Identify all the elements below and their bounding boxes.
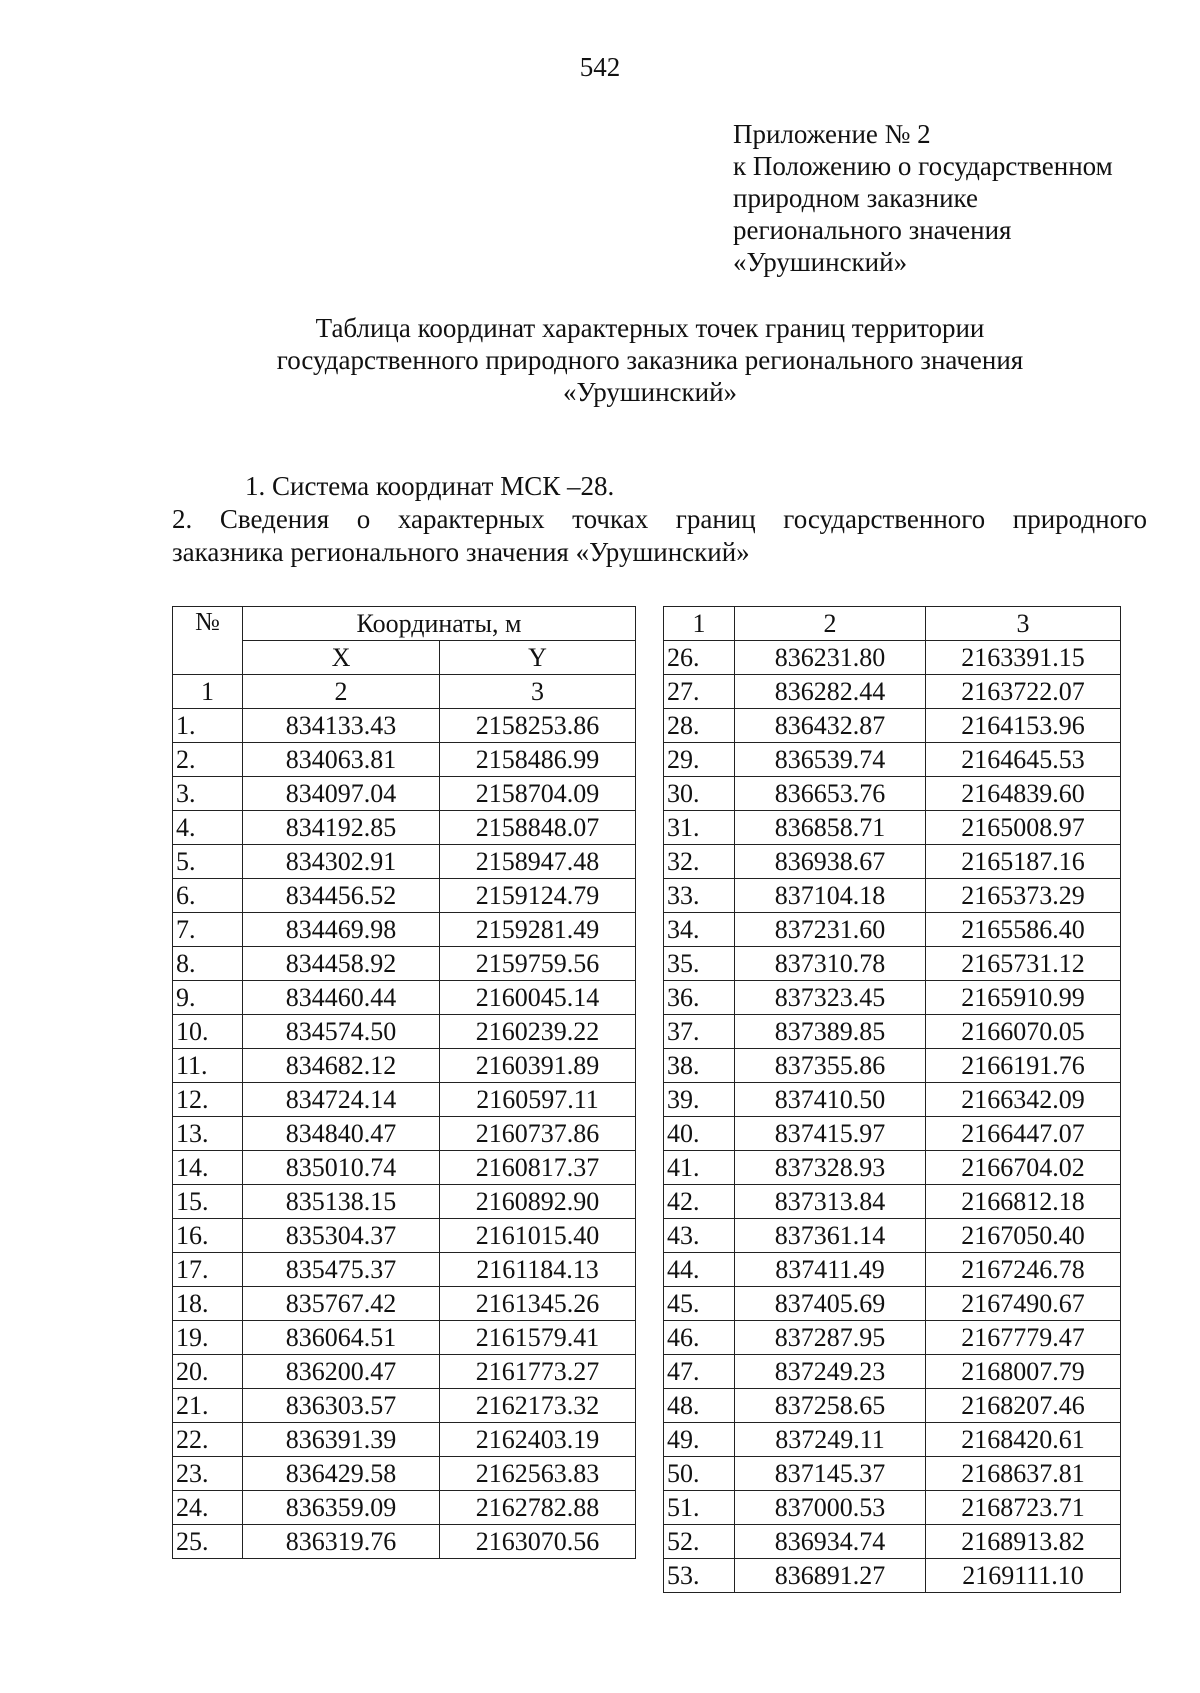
point-number-cell: 53.	[664, 1559, 735, 1593]
x-coordinate-cell: 834456.52	[243, 879, 440, 913]
paragraph-coordinate-system: 1. Система координат МСК –28.	[245, 471, 615, 501]
header-y: Y	[440, 641, 636, 675]
x-coordinate-cell: 836934.74	[735, 1525, 926, 1559]
x-coordinate-cell: 834574.50	[243, 1015, 440, 1049]
y-coordinate-cell: 2165373.29	[926, 879, 1121, 913]
y-coordinate-cell: 2160391.89	[440, 1049, 636, 1083]
x-coordinate-cell: 834682.12	[243, 1049, 440, 1083]
table-row	[173, 1015, 636, 1049]
x-coordinate-cell: 836391.39	[243, 1423, 440, 1457]
table-row	[664, 1015, 1121, 1049]
point-number-cell: 8.	[173, 947, 243, 981]
point-number-cell: 26.	[664, 641, 735, 675]
y-coordinate-cell: 2162563.83	[440, 1457, 636, 1491]
point-number-cell: 52.	[664, 1525, 735, 1559]
y-coordinate-cell: 2162173.32	[440, 1389, 636, 1423]
table-row	[664, 743, 1121, 777]
y-coordinate-cell: 2158253.86	[440, 709, 636, 743]
x-coordinate-cell: 837328.93	[735, 1151, 926, 1185]
table-row	[173, 709, 636, 743]
point-number-cell: 47.	[664, 1355, 735, 1389]
y-coordinate-cell: 2166191.76	[926, 1049, 1121, 1083]
paragraph-points-info-line1: 2. Сведения о характерных точках границ государственного природного	[172, 504, 1147, 534]
index-cell: 1	[173, 675, 243, 709]
x-coordinate-cell: 834460.44	[243, 981, 440, 1015]
y-coordinate-cell: 2164645.53	[926, 743, 1121, 777]
header-coordinates: Координаты, м	[243, 607, 636, 641]
y-coordinate-cell: 2161773.27	[440, 1355, 636, 1389]
paragraph-points-info-line2: заказника регионального значения «Урушинский»	[172, 537, 750, 567]
x-coordinate-cell: 835767.42	[243, 1287, 440, 1321]
point-number-cell: 10.	[173, 1015, 243, 1049]
table-row	[664, 1083, 1121, 1117]
index-cell: 3	[440, 675, 636, 709]
table-row	[173, 1321, 636, 1355]
point-number-cell: 31.	[664, 811, 735, 845]
y-coordinate-cell: 2166704.02	[926, 1151, 1121, 1185]
page-number: 542	[579, 52, 621, 82]
y-coordinate-cell: 2168637.81	[926, 1457, 1121, 1491]
y-coordinate-cell: 2167246.78	[926, 1253, 1121, 1287]
point-number-cell: 14.	[173, 1151, 243, 1185]
x-coordinate-cell: 837361.14	[735, 1219, 926, 1253]
y-coordinate-cell: 2160239.22	[440, 1015, 636, 1049]
table-row	[173, 1049, 636, 1083]
y-coordinate-cell: 2160597.11	[440, 1083, 636, 1117]
x-coordinate-cell: 834063.81	[243, 743, 440, 777]
y-coordinate-cell: 2161579.41	[440, 1321, 636, 1355]
x-coordinate-cell: 837231.60	[735, 913, 926, 947]
table-row	[664, 845, 1121, 879]
x-coordinate-cell: 836653.76	[735, 777, 926, 811]
table-row	[173, 1423, 636, 1457]
y-coordinate-cell: 2162782.88	[440, 1491, 636, 1525]
point-number-cell: 17.	[173, 1253, 243, 1287]
y-coordinate-cell: 2158947.48	[440, 845, 636, 879]
point-number-cell: 43.	[664, 1219, 735, 1253]
table-row	[664, 1049, 1121, 1083]
table-row	[173, 1219, 636, 1253]
table-row	[173, 1151, 636, 1185]
title-line: «Урушинский»	[562, 377, 738, 407]
x-coordinate-cell: 835010.74	[243, 1151, 440, 1185]
x-coordinate-cell: 834133.43	[243, 709, 440, 743]
coordinates-table-right	[663, 606, 1121, 1593]
table-row	[664, 1287, 1121, 1321]
point-number-cell: 9.	[173, 981, 243, 1015]
point-number-cell: 28.	[664, 709, 735, 743]
table-row	[664, 947, 1121, 981]
appendix-line: регионального значения	[733, 215, 1012, 245]
point-number-cell: 1.	[173, 709, 243, 743]
y-coordinate-cell: 2159759.56	[440, 947, 636, 981]
point-number-cell: 7.	[173, 913, 243, 947]
table-row	[664, 709, 1121, 743]
y-coordinate-cell: 2163070.56	[440, 1525, 636, 1559]
point-number-cell: 37.	[664, 1015, 735, 1049]
point-number-cell: 22.	[173, 1423, 243, 1457]
table-row	[173, 1355, 636, 1389]
appendix-line: Приложение № 2	[733, 119, 931, 149]
x-coordinate-cell: 836891.27	[735, 1559, 926, 1593]
x-coordinate-cell: 836359.09	[243, 1491, 440, 1525]
x-coordinate-cell: 836064.51	[243, 1321, 440, 1355]
y-coordinate-cell: 2166447.07	[926, 1117, 1121, 1151]
point-number-cell: 16.	[173, 1219, 243, 1253]
x-coordinate-cell: 834469.98	[243, 913, 440, 947]
point-number-cell: 38.	[664, 1049, 735, 1083]
table-row	[664, 879, 1121, 913]
table-row	[173, 1525, 636, 1559]
x-coordinate-cell: 837258.65	[735, 1389, 926, 1423]
x-coordinate-cell: 837323.45	[735, 981, 926, 1015]
y-coordinate-cell: 2161184.13	[440, 1253, 636, 1287]
x-coordinate-cell: 837405.69	[735, 1287, 926, 1321]
x-coordinate-cell: 834192.85	[243, 811, 440, 845]
point-number-cell: 41.	[664, 1151, 735, 1185]
header-x: X	[243, 641, 440, 675]
point-number-cell: 12.	[173, 1083, 243, 1117]
title-line: Таблица координат характерных точек границ территории	[315, 313, 985, 343]
table-row	[664, 1219, 1121, 1253]
appendix-block	[733, 118, 1113, 278]
y-coordinate-cell: 2165008.97	[926, 811, 1121, 845]
x-coordinate-cell: 836539.74	[735, 743, 926, 777]
x-coordinate-cell: 836429.58	[243, 1457, 440, 1491]
index-cell: 3	[926, 607, 1121, 641]
appendix-line: природном заказнике	[733, 183, 978, 213]
table-row	[173, 1253, 636, 1287]
y-coordinate-cell: 2167050.40	[926, 1219, 1121, 1253]
table-row	[173, 1287, 636, 1321]
y-coordinate-cell: 2164153.96	[926, 709, 1121, 743]
table-header-row	[173, 641, 636, 675]
y-coordinate-cell: 2159124.79	[440, 879, 636, 913]
table-row	[664, 641, 1121, 675]
table-row	[664, 1525, 1121, 1559]
y-coordinate-cell: 2169111.10	[926, 1559, 1121, 1593]
table-index-row	[664, 607, 1121, 641]
x-coordinate-cell: 837355.86	[735, 1049, 926, 1083]
y-coordinate-cell: 2163722.07	[926, 675, 1121, 709]
point-number-cell: 24.	[173, 1491, 243, 1525]
table-row	[173, 879, 636, 913]
table-row	[173, 1083, 636, 1117]
y-coordinate-cell: 2166342.09	[926, 1083, 1121, 1117]
y-coordinate-cell: 2158486.99	[440, 743, 636, 777]
x-coordinate-cell: 836858.71	[735, 811, 926, 845]
point-number-cell: 18.	[173, 1287, 243, 1321]
x-coordinate-cell: 834840.47	[243, 1117, 440, 1151]
x-coordinate-cell: 836231.80	[735, 641, 926, 675]
table-row	[664, 1151, 1121, 1185]
y-coordinate-cell: 2158848.07	[440, 811, 636, 845]
point-number-cell: 25.	[173, 1525, 243, 1559]
point-number-cell: 39.	[664, 1083, 735, 1117]
y-coordinate-cell: 2168913.82	[926, 1525, 1121, 1559]
point-number-cell: 32.	[664, 845, 735, 879]
table-row	[173, 845, 636, 879]
point-number-cell: 48.	[664, 1389, 735, 1423]
x-coordinate-cell: 837249.23	[735, 1355, 926, 1389]
table-row	[664, 1355, 1121, 1389]
y-coordinate-cell: 2160045.14	[440, 981, 636, 1015]
x-coordinate-cell: 836432.87	[735, 709, 926, 743]
table-row	[173, 913, 636, 947]
table-row	[664, 981, 1121, 1015]
point-number-cell: 33.	[664, 879, 735, 913]
point-number-cell: 21.	[173, 1389, 243, 1423]
table-header-row	[173, 607, 636, 641]
index-cell: 1	[664, 607, 735, 641]
y-coordinate-cell: 2165731.12	[926, 947, 1121, 981]
y-coordinate-cell: 2168420.61	[926, 1423, 1121, 1457]
coordinates-table-left	[172, 606, 636, 1559]
table-row	[664, 1117, 1121, 1151]
y-coordinate-cell: 2166070.05	[926, 1015, 1121, 1049]
y-coordinate-cell: 2161015.40	[440, 1219, 636, 1253]
table-row	[173, 1457, 636, 1491]
table-row	[664, 675, 1121, 709]
x-coordinate-cell: 836938.67	[735, 845, 926, 879]
y-coordinate-cell: 2160737.86	[440, 1117, 636, 1151]
point-number-cell: 13.	[173, 1117, 243, 1151]
x-coordinate-cell: 837287.95	[735, 1321, 926, 1355]
point-number-cell: 34.	[664, 913, 735, 947]
table-row	[173, 743, 636, 777]
x-coordinate-cell: 836303.57	[243, 1389, 440, 1423]
y-coordinate-cell: 2165910.99	[926, 981, 1121, 1015]
point-number-cell: 20.	[173, 1355, 243, 1389]
table-row	[173, 981, 636, 1015]
y-coordinate-cell: 2168723.71	[926, 1491, 1121, 1525]
x-coordinate-cell: 837410.50	[735, 1083, 926, 1117]
table-row	[173, 1117, 636, 1151]
point-number-cell: 27.	[664, 675, 735, 709]
point-number-cell: 44.	[664, 1253, 735, 1287]
point-number-cell: 23.	[173, 1457, 243, 1491]
point-number-cell: 4.	[173, 811, 243, 845]
x-coordinate-cell: 837000.53	[735, 1491, 926, 1525]
y-coordinate-cell: 2164839.60	[926, 777, 1121, 811]
x-coordinate-cell: 837145.37	[735, 1457, 926, 1491]
x-coordinate-cell: 834724.14	[243, 1083, 440, 1117]
y-coordinate-cell: 2168007.79	[926, 1355, 1121, 1389]
y-coordinate-cell: 2167779.47	[926, 1321, 1121, 1355]
point-number-cell: 49.	[664, 1423, 735, 1457]
index-cell: 2	[735, 607, 926, 641]
point-number-cell: 45.	[664, 1287, 735, 1321]
x-coordinate-cell: 837411.49	[735, 1253, 926, 1287]
x-coordinate-cell: 835304.37	[243, 1219, 440, 1253]
point-number-cell: 35.	[664, 947, 735, 981]
y-coordinate-cell: 2165187.16	[926, 845, 1121, 879]
x-coordinate-cell: 835475.37	[243, 1253, 440, 1287]
point-number-cell: 40.	[664, 1117, 735, 1151]
title-line: государственного природного заказника регионального значения	[276, 345, 1024, 375]
point-number-cell: 3.	[173, 777, 243, 811]
point-number-cell: 46.	[664, 1321, 735, 1355]
y-coordinate-cell: 2158704.09	[440, 777, 636, 811]
point-number-cell: 42.	[664, 1185, 735, 1219]
table-row	[664, 1321, 1121, 1355]
y-coordinate-cell: 2166812.18	[926, 1185, 1121, 1219]
document-title	[200, 312, 1100, 408]
point-number-cell: 11.	[173, 1049, 243, 1083]
y-coordinate-cell: 2159281.49	[440, 913, 636, 947]
y-coordinate-cell: 2165586.40	[926, 913, 1121, 947]
table-row	[664, 1389, 1121, 1423]
x-coordinate-cell: 836200.47	[243, 1355, 440, 1389]
x-coordinate-cell: 834458.92	[243, 947, 440, 981]
table-row	[664, 1423, 1121, 1457]
index-cell: 2	[243, 675, 440, 709]
y-coordinate-cell: 2163391.15	[926, 641, 1121, 675]
header-number: №	[173, 607, 243, 675]
point-number-cell: 50.	[664, 1457, 735, 1491]
x-coordinate-cell: 836282.44	[735, 675, 926, 709]
table-index-row	[173, 675, 636, 709]
appendix-line: «Урушинский»	[733, 247, 908, 277]
x-coordinate-cell: 836319.76	[243, 1525, 440, 1559]
table-row	[173, 1491, 636, 1525]
x-coordinate-cell: 837310.78	[735, 947, 926, 981]
x-coordinate-cell: 834097.04	[243, 777, 440, 811]
y-coordinate-cell: 2168207.46	[926, 1389, 1121, 1423]
table-row	[664, 1559, 1121, 1593]
point-number-cell: 30.	[664, 777, 735, 811]
y-coordinate-cell: 2160817.37	[440, 1151, 636, 1185]
x-coordinate-cell: 834302.91	[243, 845, 440, 879]
point-number-cell: 15.	[173, 1185, 243, 1219]
table-row	[664, 913, 1121, 947]
table-row	[173, 1185, 636, 1219]
table-row	[664, 1185, 1121, 1219]
x-coordinate-cell: 837104.18	[735, 879, 926, 913]
point-number-cell: 29.	[664, 743, 735, 777]
table-row	[173, 811, 636, 845]
y-coordinate-cell: 2161345.26	[440, 1287, 636, 1321]
point-number-cell: 36.	[664, 981, 735, 1015]
point-number-cell: 51.	[664, 1491, 735, 1525]
x-coordinate-cell: 837313.84	[735, 1185, 926, 1219]
table-row	[664, 1491, 1121, 1525]
y-coordinate-cell: 2167490.67	[926, 1287, 1121, 1321]
y-coordinate-cell: 2160892.90	[440, 1185, 636, 1219]
x-coordinate-cell: 835138.15	[243, 1185, 440, 1219]
table-row	[173, 947, 636, 981]
appendix-line: к Положению о государственном	[733, 151, 1113, 181]
x-coordinate-cell: 837249.11	[735, 1423, 926, 1457]
table-row	[173, 1389, 636, 1423]
point-number-cell: 19.	[173, 1321, 243, 1355]
y-coordinate-cell: 2162403.19	[440, 1423, 636, 1457]
table-row	[173, 777, 636, 811]
table-row	[664, 811, 1121, 845]
point-number-cell: 5.	[173, 845, 243, 879]
point-number-cell: 2.	[173, 743, 243, 777]
x-coordinate-cell: 837389.85	[735, 1015, 926, 1049]
table-row	[664, 1253, 1121, 1287]
table-row	[664, 1457, 1121, 1491]
table-row	[664, 777, 1121, 811]
point-number-cell: 6.	[173, 879, 243, 913]
x-coordinate-cell: 837415.97	[735, 1117, 926, 1151]
